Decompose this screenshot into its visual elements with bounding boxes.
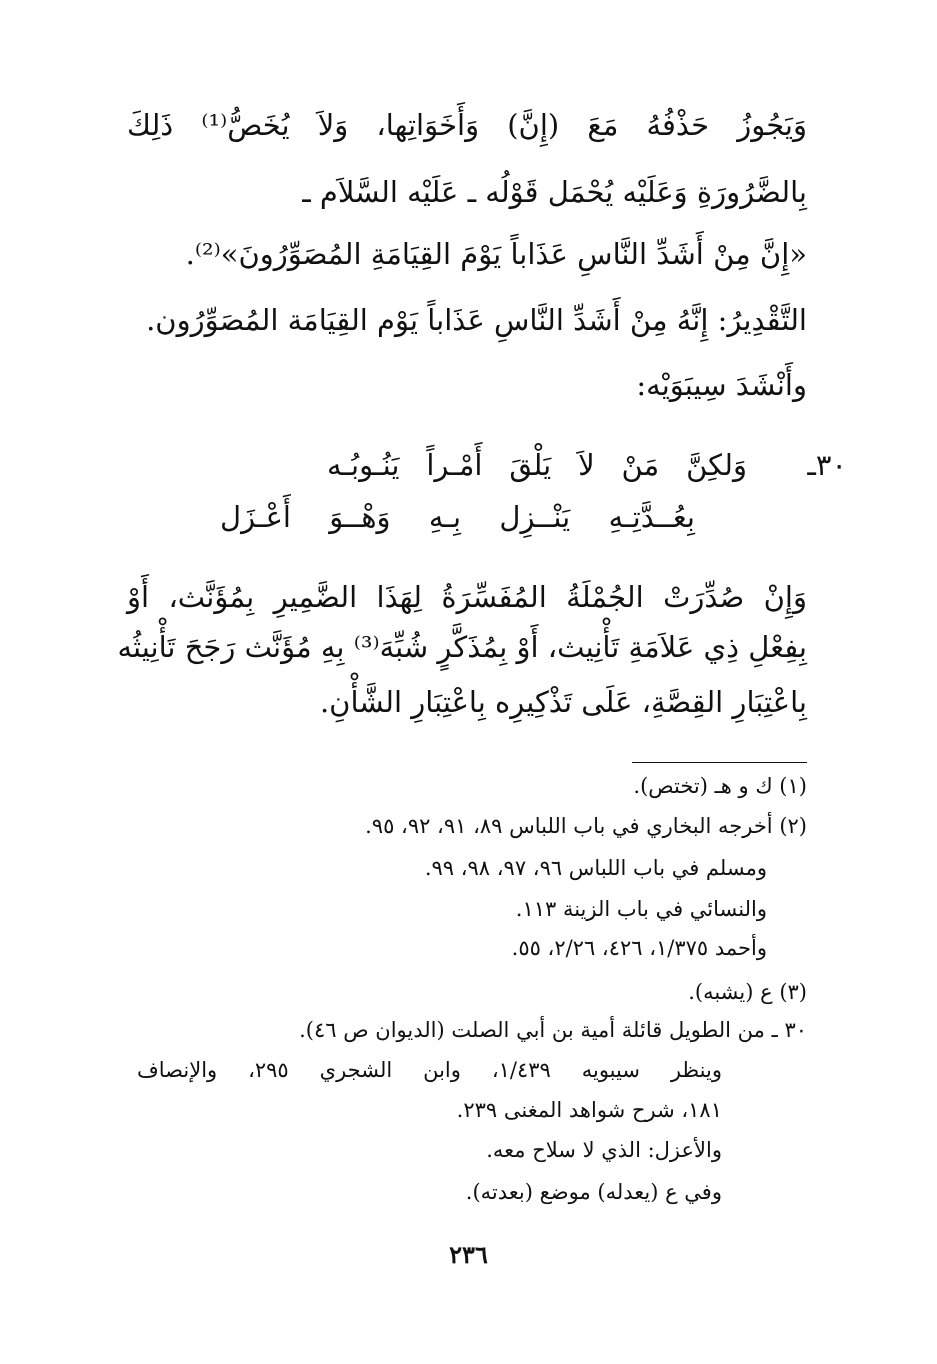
body-line-2: بِالضَّرُورَةِ وَعَلَيْه يُحْمَل قَوْلُه ـ عَلَيْه السَّلاَم ـ bbox=[302, 175, 807, 209]
verse-second-hemistich: بِعُــدَّتِـهِ يَنْــزِل بِـهِ وَهْــوَ أَعْـزَل bbox=[220, 500, 695, 534]
para-line-2: بِفِعْلِ ذِي عَلاَمَةِ تَأْنِيث، أَوْ بِمُذَكَّرٍ شُبِّهَ⁽³⁾ بِهِ مُؤَنَّث رَجَحَ تَأْنِيثُه bbox=[117, 630, 807, 664]
footnote-30-line-5: وفي ع (يعدله) موضع (بعدته). bbox=[465, 1180, 722, 1204]
footnote-30-line-2: وينظر سيبويه ١/٤٣٩، وابن الشجري ٢٩٥، والإنصاف bbox=[137, 1058, 722, 1082]
body-line-5: وأَنْشَدَ سِيبَوَيْه: bbox=[636, 368, 807, 402]
para-line-1: وَإِنْ صُدِّرَتْ الجُمْلَةُ المُفَسِّرَةُ لِهَذَا الضَّمِيرِ بِمُؤَنَّث، أَوْ bbox=[127, 580, 807, 614]
footnote-30: ٣٠ ـ من الطويل قائلة أمية بن أبي الصلت (الديوان ص ٤٦). bbox=[299, 1018, 807, 1042]
verse-first-hemistich: وَلكِنَّ مَنْ لاَ يَلْقَ أَمْـراً يَنُـوبُـه bbox=[327, 448, 747, 482]
footnote-2-line-4: وأحمد ١/٣٧٥، ٤٢٦، ٢/٢٦، ٥٥. bbox=[511, 936, 767, 960]
footnote-1: (١) ك و هـ (تختص). bbox=[633, 774, 807, 798]
footnote-2: (٢) أخرجه البخاري في باب اللباس ٨٩، ٩١، ٩٢، ٩٥. bbox=[365, 814, 807, 838]
footnote-30-line-3: ١٨١، شرح شواهد المغنى ٢٣٩. bbox=[456, 1098, 722, 1122]
body-line-1: وَيَجُوزُ حَذْفُهُ مَعَ (إِنَّ) وَأَخَوَاتِها، وَلاَ يُخَصُّ⁽¹⁾ ذَلِكَ bbox=[127, 108, 808, 142]
body-line-4: التَّقْدِيرُ: إِنَّهُ مِنْ أَشَدِّ النَّاسِ عَذَاباً يَوْم القِيَامَة المُصَوِّرُون. bbox=[146, 303, 807, 337]
footnote-2-line-3: والنسائي في باب الزينة ١١٣. bbox=[515, 897, 767, 921]
footnote-3: (٣) ع (يشبه). bbox=[688, 980, 807, 1004]
para-line-3: بِاعْتِبَارِ القِصَّةِ، عَلَى تَذْكِيرِه بِاعْتِبَارِ الشَّأْنِ. bbox=[319, 685, 807, 719]
hadith-quote: «إِنَّ مِنْ أَشَدِّ النَّاسِ عَذَاباً يَوْمَ القِيَامَةِ المُصَوِّرُونَ»⁽²⁾. bbox=[185, 237, 807, 271]
footnote-2-line-2: ومسلم في باب اللباس ٩٦، ٩٧، ٩٨، ٩٩. bbox=[424, 856, 767, 880]
footnote-separator bbox=[632, 762, 807, 763]
page-number: ٢٣٦ bbox=[449, 1240, 488, 1269]
verse-number: ٣٠ـ bbox=[807, 448, 847, 482]
footnote-30-line-4: والأعزل: الذي لا سلاح معه. bbox=[486, 1138, 722, 1162]
